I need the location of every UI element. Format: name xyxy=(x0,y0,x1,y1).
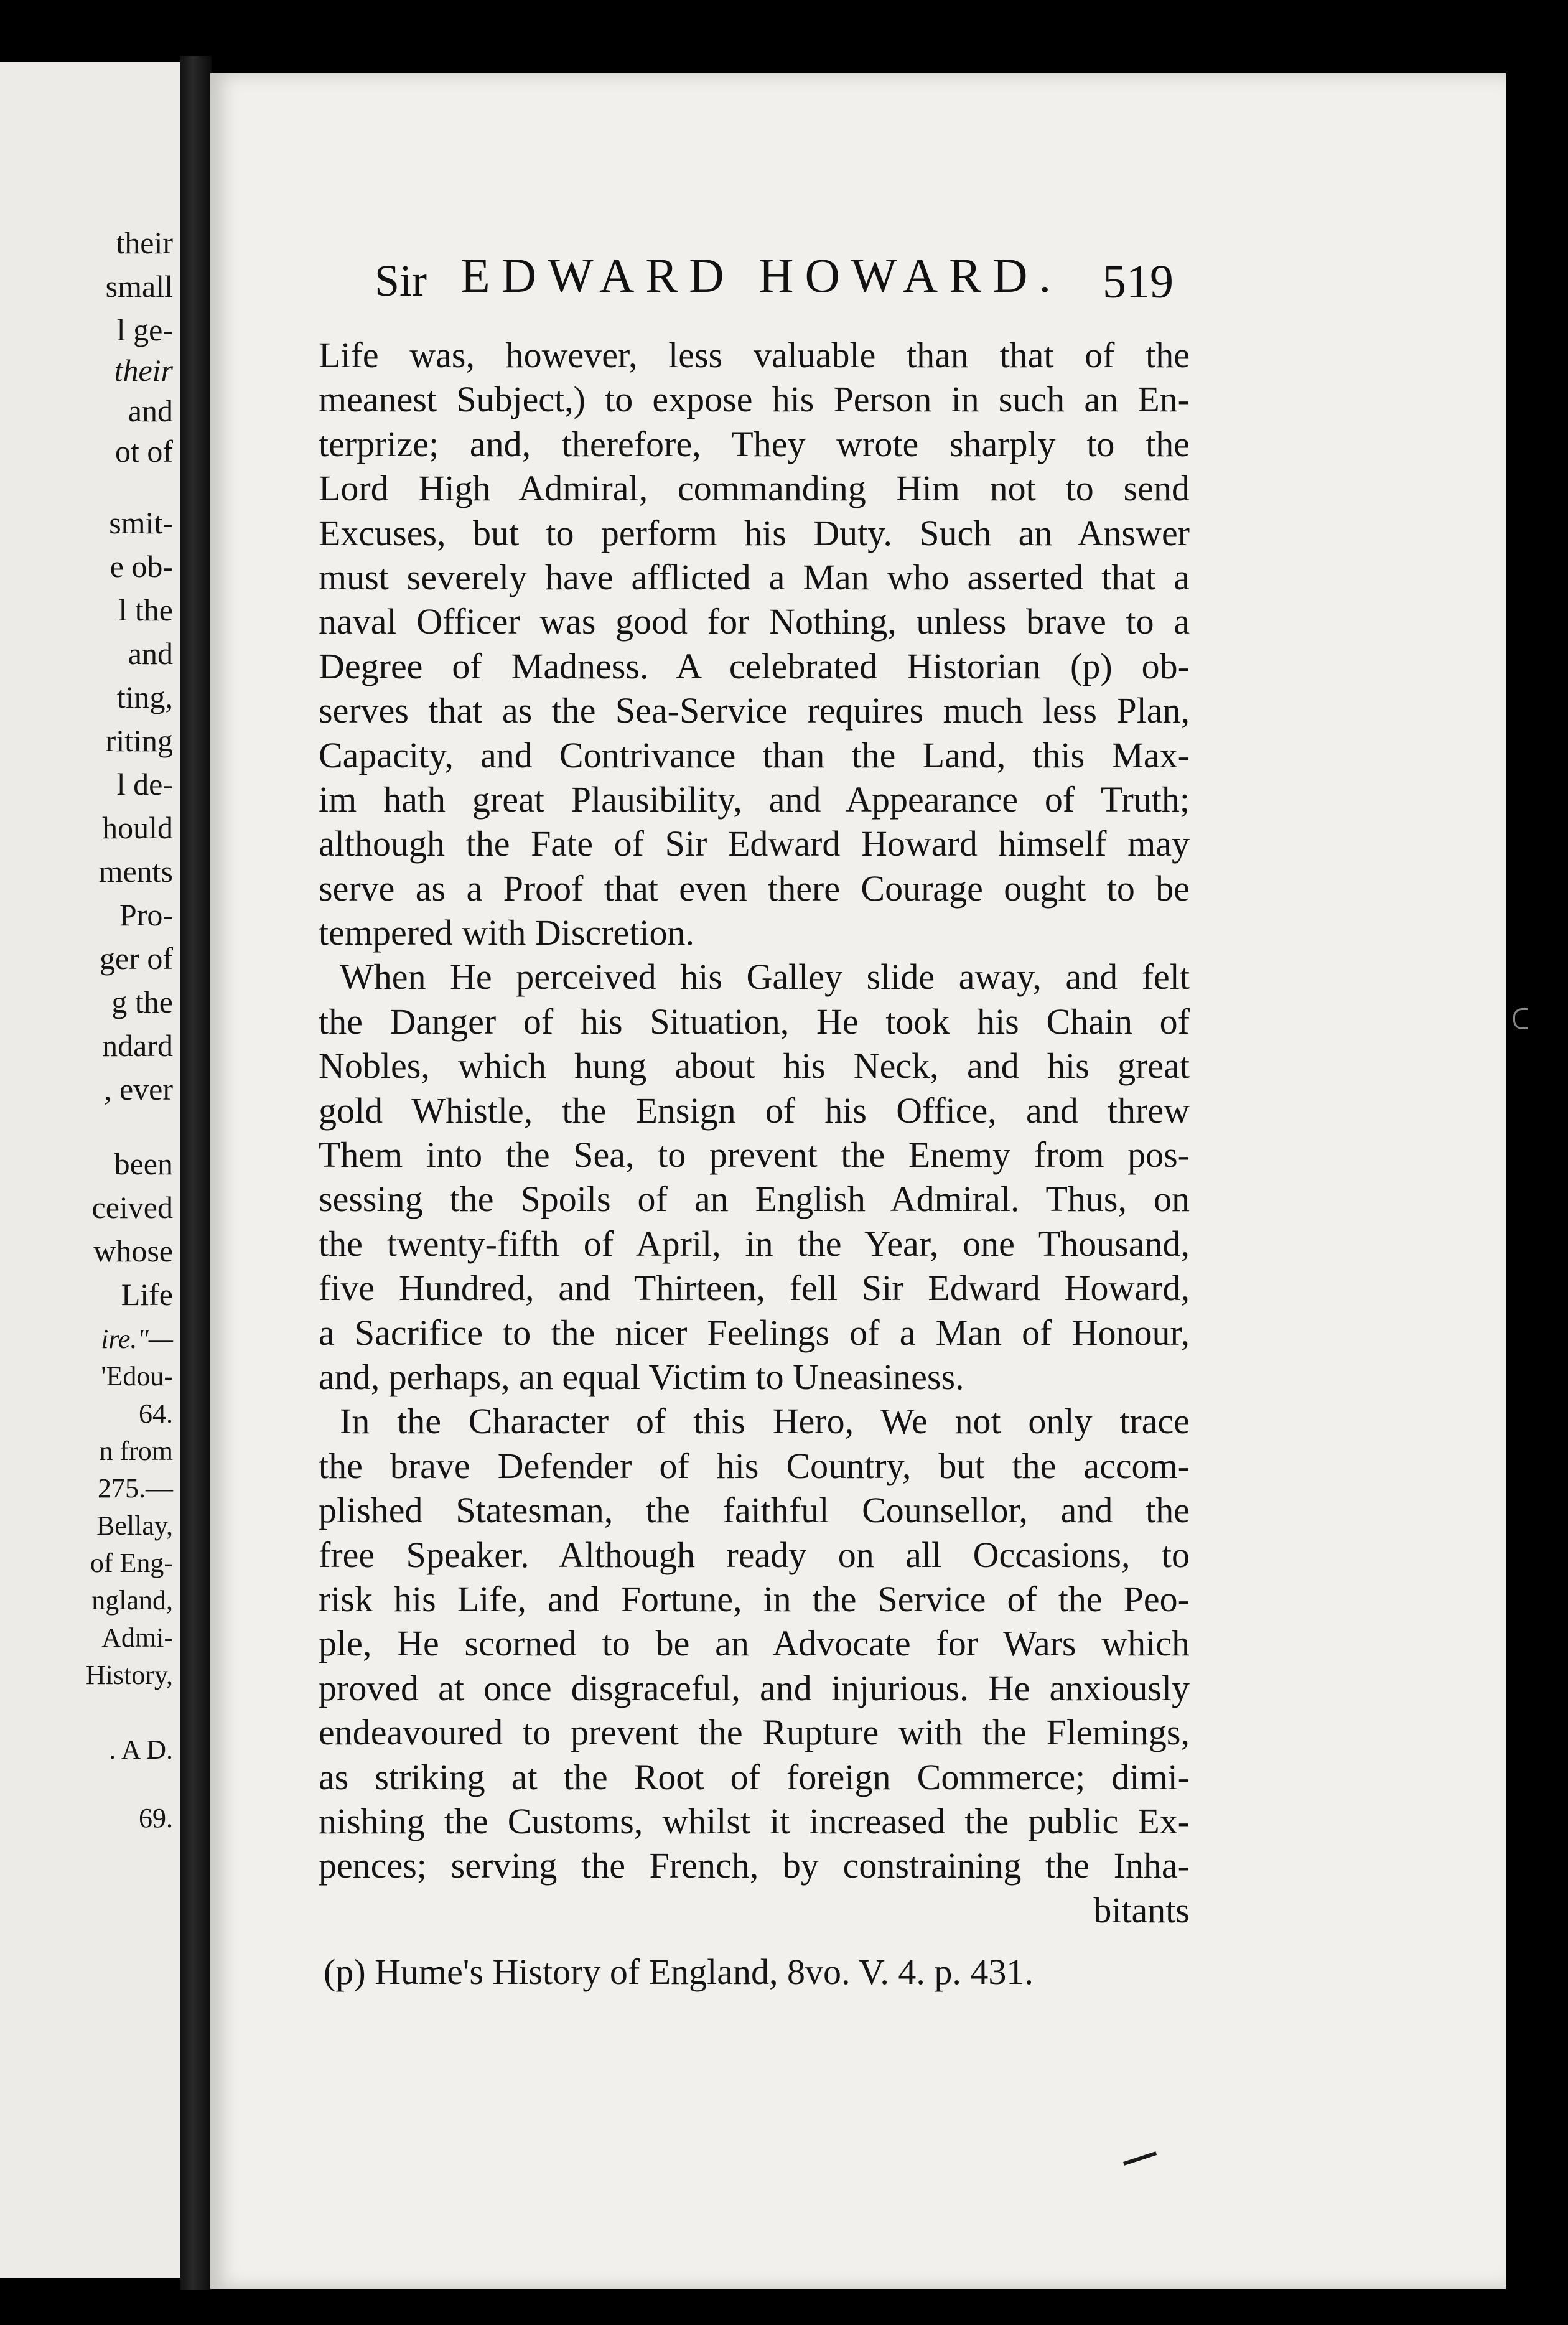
facing-text-line: and xyxy=(128,393,173,428)
body-line: sessing the Spoils of an English Admiral. Thus, on xyxy=(319,1179,1190,1220)
body-line: five Hundred, and Thirteen, fell Sir Edward Howard, xyxy=(319,1268,1190,1309)
facing-text-line: n from xyxy=(99,1436,173,1466)
body-line: risk his Life, and Fortune, in the Service of the Peo- xyxy=(319,1578,1190,1619)
facing-text-line: their xyxy=(114,353,173,388)
facing-page-fragment xyxy=(0,62,180,2278)
body-line: plished Statesman, the faithful Counsellor, and the xyxy=(319,1490,1190,1531)
facing-text-line: ire."— xyxy=(101,1324,173,1354)
facing-text-line: ot of xyxy=(114,434,173,469)
facing-text-line: ndard xyxy=(102,1028,173,1063)
body-line: In the Character of this Hero, We not only trace xyxy=(340,1401,1190,1442)
facing-text-line: l the xyxy=(118,592,173,627)
body-line: Excuses, but to perform his Duty. Such an Answer xyxy=(319,512,1190,553)
facing-text-line: 275.— xyxy=(98,1473,173,1504)
body-line: serve as a Proof that even there Courage ought to be xyxy=(319,868,1190,909)
page-number: 519 xyxy=(1103,256,1174,308)
running-head xyxy=(324,168,1201,308)
facing-text-line: small xyxy=(105,269,173,304)
body-line: and, perhaps, an equal Victim to Uneasiness. xyxy=(319,1356,964,1397)
body-line: bitants xyxy=(1093,1889,1190,1930)
facing-text-line: l de- xyxy=(116,767,173,802)
body-line: When He perceived his Galley slide away, and felt xyxy=(340,957,1190,998)
facing-text-line: Life xyxy=(121,1277,173,1312)
facing-text-line: Bellay, xyxy=(96,1510,173,1541)
facing-text-line: l ge- xyxy=(116,312,173,347)
facing-text-line: 69. xyxy=(139,1803,173,1833)
body-line: ple, He scorned to be an Advocate for Wars which xyxy=(319,1623,1190,1664)
body-line: must severely have afflicted a Man who asserted that a xyxy=(319,556,1190,597)
facing-text-line: Pro- xyxy=(119,897,173,932)
body-line: endeavoured to prevent the Rupture with the Flemings, xyxy=(319,1712,1190,1753)
footnote: (p) Hume's History of England, 8vo. V. 4. p. 431. xyxy=(324,1952,1034,1992)
facing-text-line: 64. xyxy=(139,1398,173,1429)
facing-text-line: smit- xyxy=(109,505,173,540)
facing-text-line: . A D. xyxy=(109,1734,173,1765)
facing-text-line: g the xyxy=(111,985,173,1019)
body-line: tempered with Discretion. xyxy=(319,912,694,953)
body-line: the twenty-fifth of April, in the Year, one Thousand, xyxy=(319,1223,1190,1264)
body-line: proved at once disgraceful, and injurious. He anxiously xyxy=(319,1667,1190,1708)
facing-text-line: whose xyxy=(93,1233,173,1268)
running-head-title: EDWARD HOWARD. xyxy=(460,248,1062,302)
facing-text-line: riting xyxy=(105,723,173,758)
body-line: Nobles, which hung about his Neck, and his great xyxy=(319,1046,1190,1087)
facing-text-line: History, xyxy=(85,1660,173,1690)
body-line: although the Fate of Sir Edward Howard himself may xyxy=(319,823,1190,864)
facing-text-line: Admi- xyxy=(101,1622,173,1653)
running-head-prefix: Sir xyxy=(375,256,427,306)
facing-text-line: 'Edou- xyxy=(101,1361,173,1392)
facing-text-line: ceived xyxy=(91,1190,173,1225)
body-text xyxy=(319,333,1190,1932)
body-line: serves that as the Sea-Service requires much less Plan, xyxy=(319,690,1190,731)
body-line: the brave Defender of his Country, but the accom- xyxy=(319,1445,1190,1486)
facing-text-line: and xyxy=(128,636,173,671)
facing-text-line: ments xyxy=(98,854,173,889)
body-line: naval Officer was good for Nothing, unless brave to a xyxy=(319,601,1190,642)
body-line: Life was, however, less valuable than that of the xyxy=(319,335,1190,375)
body-line: Lord High Admiral, commanding Him not to send xyxy=(319,468,1190,509)
body-line: Them into the Sea, to prevent the Enemy from pos- xyxy=(319,1134,1190,1176)
body-line: the Danger of his Situation, He took his Chain of xyxy=(319,1001,1190,1042)
facing-text-line: their xyxy=(116,225,173,260)
facing-text-line: ting, xyxy=(116,680,173,714)
body-line: meanest Subject,) to expose his Person in such an En- xyxy=(319,379,1190,420)
body-line: free Speaker. Although ready on all Occasions, to xyxy=(319,1534,1190,1575)
body-line: terprize; and, therefore, They wrote sharply to the xyxy=(319,423,1190,464)
facing-text-line: e ob- xyxy=(110,549,173,584)
body-line: pences; serving the French, by constraining the Inha- xyxy=(319,1845,1190,1886)
facing-text-line: hould xyxy=(102,810,173,845)
page-edge-mark xyxy=(1513,1008,1528,1029)
body-line: gold Whistle, the Ensign of his Office, and threw xyxy=(319,1090,1190,1131)
facing-text-line: , ever xyxy=(103,1072,173,1106)
facing-text-line: been xyxy=(114,1146,173,1181)
body-line: nishing the Customs, whilst it increased the public Ex- xyxy=(319,1800,1190,1841)
body-line: Capacity, and Contrivance than the Land, this Max- xyxy=(319,734,1190,775)
body-line: as striking at the Root of foreign Commerce; dimi- xyxy=(319,1756,1190,1797)
facing-text-line: ger of xyxy=(100,941,173,976)
facing-text-line: of Eng- xyxy=(90,1548,173,1578)
body-line: a Sacrifice to the nicer Feelings of a Man of Honour, xyxy=(319,1312,1190,1353)
book-gutter xyxy=(180,56,212,2290)
facing-text-line: ngland, xyxy=(91,1585,173,1616)
body-line: Degree of Madness. A celebrated Historian (p) ob- xyxy=(319,645,1190,686)
body-line: im hath great Plausibility, and Appearance of Truth; xyxy=(319,779,1190,820)
